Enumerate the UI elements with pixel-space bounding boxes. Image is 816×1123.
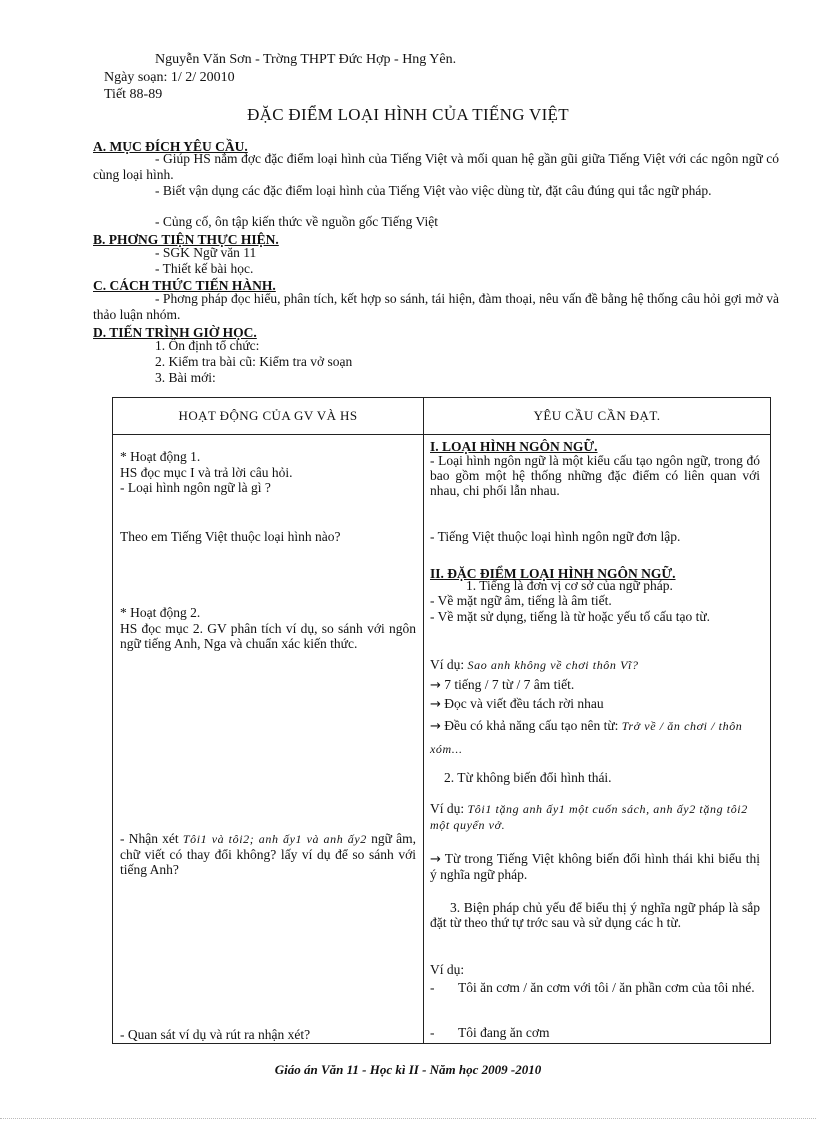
language-type-definition: - Loại hình ngôn ngữ là một kiểu cấu tạo ngôn ngữ, trong đó bao gồm một hệ thống những đặc điểm có liên quan với nhau, chi phối lẫn nhau. [430,453,760,498]
section-ii-heading: II. ĐẶC ĐIỂM LOẠI HÌNH NGÔN NGỮ. [430,566,676,581]
question-vietnamese-type: Theo em Tiếng Việt thuộc loại hình nào? [120,529,341,544]
page-title: ĐẶC ĐIỂM LOẠI HÌNH CỦA TIẾNG VIỆT [247,105,569,124]
section-b-heading: B. PHƠNG TIỆN THỰC HIỆN. [93,232,279,247]
example-3-label: Ví dụ: [430,962,465,977]
date-line: Ngày soạn: 1/ 2/ 20010 [104,70,235,85]
question-compare-rest: ngữ âm, chữ viết có thay đổi không? lấy ví dụ để so sánh với tiếng Anh? [120,831,417,877]
section-a-heading: A. MỤC ĐÍCH YÊU CẦU. [93,139,248,154]
section-a-p2: - Biết vận dụng các đặc điểm loại hình của Tiếng Việt vào việc dùng từ, đặt câu đúng qui tắc ngữ pháp. [155,183,712,198]
question-compare-example: Tôi1 và tôi2; anh ấy1 và anh ấy2 [182,832,367,846]
section-i-heading: I. LOẠI HÌNH NGÔN NGỮ. [430,439,598,454]
arrow-icon: → [430,678,441,693]
example-3-item-2: - Tôi đang ăn cơm [430,1025,550,1040]
example-1-note-3: → Đều có khả năng cấu tạo nên từ: Trở về / ăn chơi / thôn xóm... [430,718,743,756]
point-3-text: 3. Biện pháp chủ yếu để biểu thị ý nghĩa ngữ pháp là sắp đặt từ theo thứ tự trớc sau và sử dụng các h từ. [430,900,760,930]
col-right-header: YÊU CẦU CẦN ĐẠT. [424,398,771,435]
activity-1-title: * Hoạt động 1. [120,449,201,464]
arrow-icon: → [430,719,441,734]
example-2 [430,801,760,833]
activity-2-title: * Hoạt động 2. [120,605,201,620]
point-1-title: 1. Tiếng là đơn vị cơ sở của ngữ pháp. [466,578,673,593]
question-compare [120,831,416,877]
example-2-text: Tôi1 tặng anh ấy1 một cuốn sách, anh ấy2 tặng tôi2 một quyển vở. [430,802,748,832]
arrow-icon: → [430,697,441,712]
vietnamese-type-answer: - Tiếng Việt thuộc loại hình ngôn ngữ đơn lập. [430,529,681,544]
question-observe: - Quan sát ví dụ và rút ra nhận xét? [120,1027,311,1042]
activity-2-task: HS đọc mục 2. GV phân tích ví dụ, so sánh với ngôn ngữ tiếng Anh, Nga và chuẩn xác kiến thức. [120,621,416,651]
point-1-usage: - Về mặt sử dụng, tiếng là từ hoặc yếu tố cấu tạo từ. [430,609,711,624]
lesson-table [112,397,771,1044]
example-3-item-1: - Tôi ăn cơm / ăn cơm với tôi / ăn phần cơm của tôi nhé. [430,980,755,995]
example-1 [430,657,760,673]
page-footer: Giáo án Văn 11 - Học kì II - Năm học 2009 -2010 [274,1062,542,1077]
col-left-header: HOẠT ĐỘNG CỦA GV VÀ HS [113,398,424,435]
page-bottom-rule [0,1118,816,1119]
author-line: Nguyễn Văn Sơn - Trờng THPT Đức Hợp - Hng Yên. [155,52,457,67]
question-compare-lead: - Nhận xét [120,831,179,846]
section-a-p1: - Giúp HS nắm đợc đặc điểm loại hình của Tiếng Việt và mối quan hệ gần gũi giữa Tiếng Việt với các ngôn ngữ có cùng loại hình. [93,151,779,182]
example-1-label: Ví dụ: [430,657,465,672]
question-language-type: - Loại hình ngôn ngữ là gì ? [120,480,271,495]
right-column [424,435,771,1044]
section-d-l1: 1. Ổn định tổ chức: [155,338,260,353]
activity-1-task: HS đọc mục I và trả lời câu hỏi. [120,465,293,480]
example-1-note-2: → Đọc và viết đều tách rời nhau [430,696,604,712]
point-2-note: → Từ trong Tiếng Việt không biến đổi hình thái khi biểu thị ý nghĩa ngữ pháp. [430,851,760,882]
example-2-label: Ví dụ: [430,801,465,816]
left-column [113,435,424,1044]
period-line: Tiết 88-89 [104,87,163,102]
section-d-l3: 3. Bài mới: [155,370,216,385]
example-1-note-1: → 7 tiếng / 7 từ / 7 âm tiết. [430,677,575,693]
point-1-phonetic: - Về mặt ngữ âm, tiếng là âm tiết. [430,593,612,608]
arrow-icon: → [430,852,441,867]
example-1-text: Sao anh không về chơi thôn Vĩ? [467,658,639,672]
section-c-p1: - Phơng pháp đọc hiểu, phân tích, kết hợp so sánh, tái hiện, đàm thoại, nêu vấn đề bằng hệ thống câu hỏi gợi mở và thảo luận nhóm. [93,291,779,322]
section-c-heading: C. CÁCH THỨC TIẾN HÀNH. [93,278,276,293]
section-b-l1: - SGK Ngữ văn 11 [155,245,257,260]
section-d-heading: D. TIẾN TRÌNH GIỜ HỌC. [93,325,257,340]
section-a-p3: - Củng cố, ôn tập kiến thức về nguồn gốc Tiếng Việt [155,214,438,229]
point-2-title: 2. Từ không biến đổi hình thái. [444,770,612,785]
section-b-l2: - Thiết kế bài học. [155,261,254,276]
section-d-l2: 2. Kiểm tra bài cũ: Kiểm tra vở soạn [155,354,353,369]
